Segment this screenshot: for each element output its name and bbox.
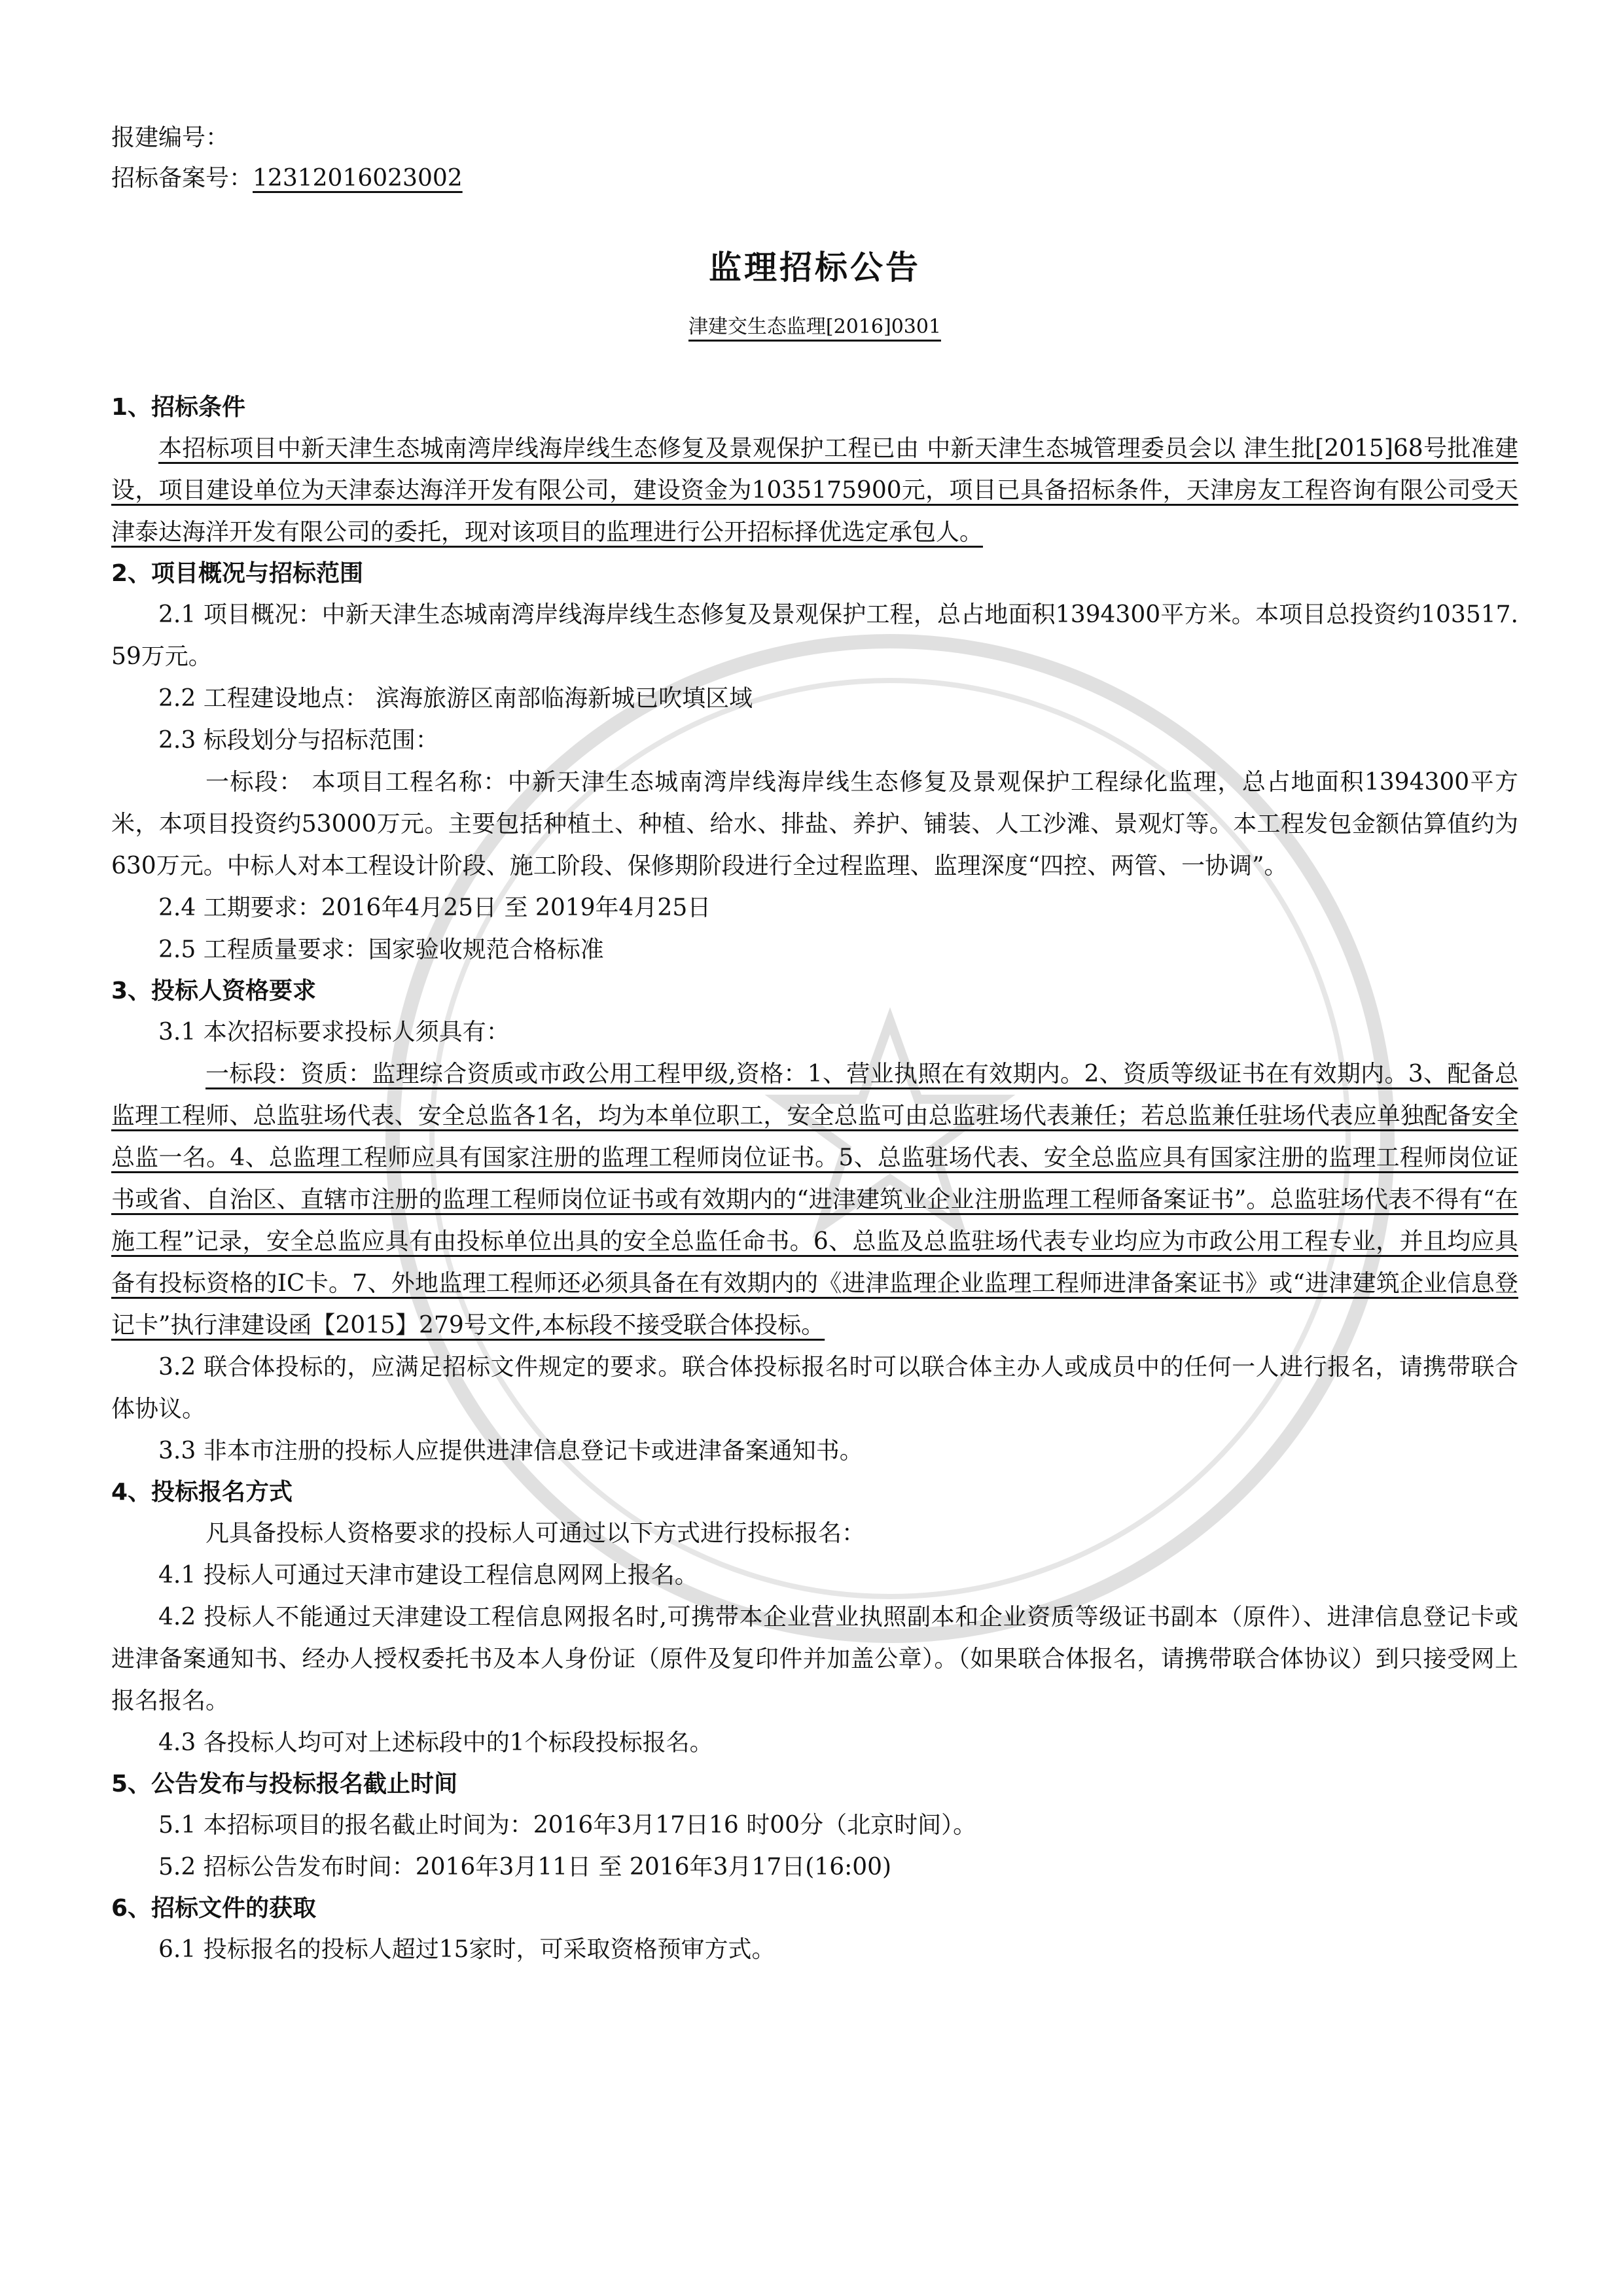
section-paragraph: 5.1 本招标项目的报名截止时间为：2016年3月17日16 时00分（北京时间）。 — [158, 1812, 977, 1839]
section-1 — [111, 387, 1518, 554]
document-body — [111, 118, 1518, 1971]
section-6 — [111, 1888, 1518, 1971]
document-number-text: 津建交生态监理[2016]0301 — [688, 315, 941, 342]
section-2 — [111, 554, 1518, 971]
section-paragraph: 一标段： 本项目工程名称：中新天津生态城南湾岸线海岸线生态修复及景观保护工程绿化监理，总占地面积1394300平方米，本项目投资约53000万元。主要包括种植土、种植、给水、排盐、养护、铺装、人工沙滩、景观灯等。本工程发包金额估算值约为630万元。中标人对本工程设计阶段、施工阶段、保修期阶段进行全过程监理、监理深度“四控、两管、一协调”。 — [111, 769, 1518, 879]
section-paragraph: 2.3 标段划分与招标范围： — [158, 727, 439, 754]
section-4 — [111, 1472, 1518, 1764]
section-paragraph: 2.5 工程质量要求：国家验收规范合格标准 — [158, 936, 604, 963]
section-paragraph: 2.4 工期要求：2016年4月25日 至 2019年4月25日 — [158, 894, 711, 921]
page-title: 监理招标公告 — [709, 249, 921, 287]
sections-container — [111, 387, 1518, 1971]
section-paragraph: 2.1 项目概况：中新天津生态城南湾岸线海岸线生态修复及景观保护工程，总占地面积1394300平方米。本项目总投资约103517.59万元。 — [111, 601, 1518, 670]
section-title: 1、招标条件 — [111, 394, 246, 421]
section-paragraph: 凡具备投标人资格要求的投标人可通过以下方式进行投标报名： — [205, 1520, 866, 1547]
document-number — [111, 313, 1518, 342]
section-paragraph: 3.3 非本市注册的投标人应提供进津信息登记卡或进津备案通知书。 — [158, 1438, 863, 1464]
section-paragraph: 4.3 各投标人均可对上述标段中的1个标段投标报名。 — [158, 1729, 713, 1756]
section-paragraph: 一标段：资质：监理综合资质或市政公用工程甲级,资格：1、营业执照在有效期内。2、资质等级证书在有效期内。3、配备总监理工程师、总监驻场代表、安全总监各1名，均为本单位职工，安全总监可由总监驻场代表兼任；若总监兼任驻场代表应单独配备安全总监一名。4、总监理工程师应具有国家注册的监理工程师岗位证书。5、总监驻场代表、安全总监应具有国家注册的监理工程师岗位证书或省、自治区、直辖市注册的监理工程师岗位证书或有效期内的“进津建筑业企业注册监理工程师备案证书”。总监驻场代表不得有“在施工程”记录，安全总监应具有由投标单位出具的安全总监任命书。6、总监及总监驻场代表专业均应为市政公用工程专业，并且均应具备有投标资格的IC卡。7、外地监理工程师还必须具备在有效期内的《进津监理企业监理工程师进津备案证书》或“进津建筑企业信息登记卡”执行津建设函【2015】279号文件,本标段不接受联合体投标。 — [111, 1061, 1518, 1339]
section-title: 5、公告发布与投标报名截止时间 — [111, 1771, 458, 1797]
section-paragraph: 3.1 本次招标要求投标人须具有： — [158, 1019, 510, 1046]
section-title: 4、投标报名方式 — [111, 1479, 293, 1506]
section-paragraph: 2.2 工程建设地点： 滨海旅游区南部临海新城已吹填区域 — [158, 685, 753, 712]
section-paragraph: 3.2 联合体投标的，应满足招标文件规定的要求。联合体投标报名时可以联合体主办人或成员中的任何一人进行报名，请携带联合体协议。 — [111, 1354, 1518, 1422]
section-3 — [111, 971, 1518, 1472]
record-number-line — [111, 158, 1518, 199]
section-paragraph: 4.1 投标人可通过天津市建设工程信息网网上报名。 — [158, 1562, 698, 1589]
section-paragraph: 4.2 投标人不能通过天津建设工程信息网报名时,可携带本企业营业执照副本和企业资质等级证书副本（原件）、进津信息登记卡或进津备案通知书、经办人授权委托书及本人身份证（原件及复印件并加盖公章）。（如果联合体报名，请携带联合体协议）到只接受网上报名报名。 — [111, 1604, 1518, 1714]
section-paragraph: 本招标项目中新天津生态城南湾岸线海岸线生态修复及景观保护工程已由 中新天津生态城管理委员会以 津生批[2015]68号批准建设，项目建设单位为天津泰达海洋开发有限公司，建设资金为1035175900元，项目已具备招标条件，天津房友工程咨询有限公司受天津泰达海洋开发有限公司的委托，现对该项目的监理进行公开招标择优选定承包人。 — [111, 435, 1518, 546]
record-number-label: 招标备案号： — [111, 165, 253, 192]
section-paragraph: 6.1 投标报名的投标人超过15家时，可采取资格预审方式。 — [158, 1936, 776, 1963]
section-paragraph: 5.2 招标公告发布时间：2016年3月11日 至 2016年3月17日(16:00) — [158, 1854, 892, 1881]
section-title: 3、投标人资格要求 — [111, 978, 317, 1004]
build-number-line — [111, 118, 1518, 158]
section-5 — [111, 1764, 1518, 1888]
section-title: 2、项目概况与招标范围 — [111, 560, 364, 587]
section-title: 6、招标文件的获取 — [111, 1895, 317, 1922]
build-number-label: 报建编号： — [111, 124, 230, 151]
record-number-value: 12312016023002 — [253, 165, 463, 192]
